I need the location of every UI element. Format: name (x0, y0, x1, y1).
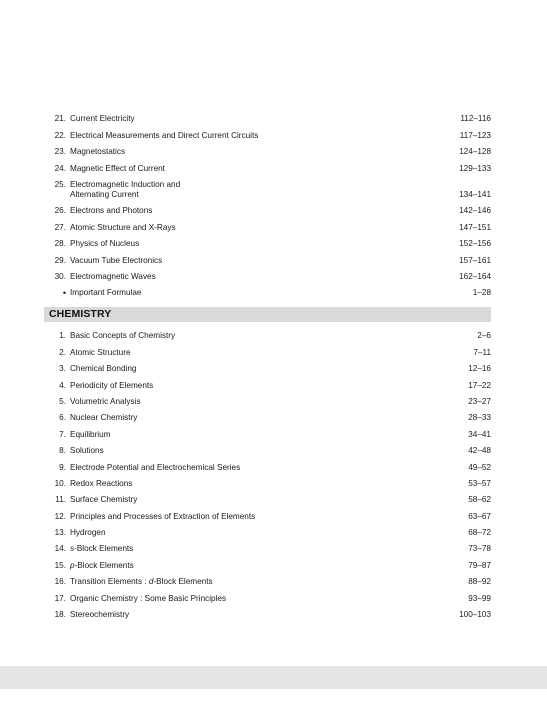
entry-pages: 63–67 (468, 511, 491, 521)
toc-row (47, 374, 491, 390)
entry-number: 1. (59, 331, 66, 341)
entry-title-text: Transition Elements : (70, 577, 149, 587)
entry-pages: 23–27 (468, 396, 491, 406)
entry-pages: 100–103 (459, 610, 491, 620)
entry-number: 28. (54, 239, 66, 249)
entry-number: 6. (59, 413, 66, 423)
entry-title: Hydrogen (70, 528, 106, 538)
entry-pages: 88–92 (468, 577, 491, 587)
toc-row (47, 216, 491, 232)
entry-pages: 2–6 (477, 331, 491, 341)
toc-row (47, 249, 491, 265)
bullet-icon: • (62, 288, 66, 299)
entry-title-line: Electromagnetic Induction and (70, 180, 181, 190)
block-letter: s (70, 544, 75, 554)
entry-title: Atomic Structure and X-Rays (70, 222, 176, 232)
toc-row (47, 440, 491, 456)
entry-number: 3. (59, 364, 66, 374)
entry-number: 13. (54, 528, 66, 538)
toc-row (47, 489, 491, 505)
entry-pages: 17–22 (468, 380, 491, 390)
entry-pages: 12–16 (468, 364, 491, 374)
toc-row (47, 282, 491, 298)
entry-title: Vacuum Tube Electronics (70, 255, 163, 265)
entry-pages: 93–99 (468, 593, 491, 603)
entry-title-text: -Block Elements (74, 544, 134, 554)
toc-row (47, 157, 491, 173)
entry-number: 5. (59, 396, 66, 406)
entry-title: Equilibrium (70, 429, 111, 439)
toc-row (47, 538, 491, 554)
entry-number: 10. (54, 478, 66, 488)
entry-title: Stereochemistry (70, 610, 130, 620)
entry-pages: 58–62 (468, 495, 491, 505)
entry-pages: 1–28 (472, 288, 491, 298)
toc-row (47, 554, 491, 570)
entry-title (70, 577, 213, 587)
toc-row (47, 407, 491, 423)
entry-pages: 7–11 (473, 347, 491, 357)
entry-pages: 162–164 (459, 272, 491, 282)
entry-pages: 112–116 (460, 114, 491, 124)
entry-title: Important Formulae (70, 288, 142, 298)
entry-title: Electrode Potential and Electrochemical Series (70, 462, 241, 472)
toc-row (47, 391, 491, 407)
toc-row (47, 174, 491, 201)
entry-pages: 124–128 (459, 147, 491, 157)
toc-row (47, 571, 491, 587)
toc-row (47, 473, 491, 489)
entry-number: 16. (54, 577, 66, 587)
entry-number: 14. (54, 544, 66, 554)
block-letter: p (70, 560, 75, 570)
entry-pages: 157–161 (459, 255, 491, 265)
entry-title: Basic Concepts of Chemistry (70, 331, 176, 341)
entry-pages: 49–52 (468, 462, 491, 472)
entry-pages: 134–141 (459, 190, 491, 200)
entry-pages: 73–78 (468, 544, 491, 554)
entry-number: 26. (54, 206, 66, 216)
entry-number: 21. (54, 114, 66, 124)
entry-title: Electrons and Photons (70, 206, 153, 216)
entry-pages: 53–57 (468, 478, 491, 488)
entry-title: Surface Chemistry (70, 495, 138, 505)
entry-title: Nuclear Chemistry (70, 413, 138, 423)
entry-title: Volumetric Analysis (70, 396, 141, 406)
toc-row (47, 423, 491, 439)
toc-row (47, 325, 491, 341)
entry-number: 2. (59, 347, 66, 357)
toc-row (47, 456, 491, 472)
entry-number: 9. (59, 462, 66, 472)
entry-number: 8. (59, 446, 66, 456)
entry-number: 27. (54, 222, 66, 232)
entry-pages: 117–123 (459, 130, 491, 140)
entry-title: Organic Chemistry : Some Basic Principles (70, 593, 227, 603)
entry-title: Solutions (70, 446, 104, 456)
entry-title-text: -Block Elements (153, 577, 213, 587)
toc-row (47, 505, 491, 521)
entry-number: 4. (59, 380, 66, 390)
toc-row (47, 266, 491, 282)
entry-number: 17. (54, 593, 66, 603)
entry-pages: 142–146 (459, 206, 491, 216)
toc-row (47, 233, 491, 249)
block-letter: d (148, 577, 154, 587)
toc-row (47, 587, 491, 603)
entry-title-text: -Block Elements (74, 560, 134, 570)
entry-number: 22. (54, 130, 66, 140)
entry-title: Periodicity of Elements (70, 380, 154, 390)
entry-pages: 152–156 (459, 239, 491, 249)
entry-number: 29. (54, 255, 66, 265)
chemistry-toc (47, 325, 491, 620)
toc-row (47, 124, 491, 140)
entry-title: Electromagnetic Waves (70, 272, 156, 282)
entry-number: 11. (55, 495, 66, 505)
entry-number: 30. (54, 272, 66, 282)
toc-row (47, 522, 491, 538)
entry-title: Magnetic Effect of Current (70, 163, 165, 173)
toc-row (47, 341, 491, 357)
entry-number: 7. (59, 429, 66, 439)
entry-title: Atomic Structure (70, 347, 131, 357)
footer-bar (0, 666, 547, 689)
entry-number: 23. (54, 147, 66, 157)
entry-pages: 28–33 (468, 413, 491, 423)
entry-number: 24. (54, 163, 66, 173)
entry-pages: 79–87 (468, 560, 491, 570)
entry-number: 18. (54, 610, 66, 620)
entry-title: Current Electricity (70, 114, 135, 124)
entry-title: Redox Reactions (70, 478, 133, 488)
entry-pages: 68–72 (468, 528, 491, 538)
entry-pages: 147–151 (459, 222, 491, 232)
section-title: CHEMISTRY (49, 308, 112, 320)
entry-title: Physics of Nucleus (70, 239, 140, 249)
entry-title-line: Alternating Current (70, 190, 139, 200)
toc-row (47, 604, 491, 620)
entry-title: Magnetostatics (70, 147, 126, 157)
entry-number: 15. (54, 560, 66, 570)
entry-title: Electrical Measurements and Direct Current Circuits (70, 130, 259, 140)
entry-title: Principles and Processes of Extraction of Elements (70, 511, 256, 521)
toc-row (47, 200, 491, 216)
entry-title (70, 561, 134, 571)
toc-row (47, 141, 491, 157)
entry-pages: 42–48 (468, 446, 491, 456)
toc-row (47, 108, 491, 124)
entry-pages: 129–133 (459, 163, 491, 173)
entry-pages: 34–41 (468, 429, 491, 439)
entry-title: Chemical Bonding (70, 364, 137, 374)
entry-number: 25. (54, 180, 66, 190)
entry-title (70, 544, 133, 554)
physics-toc (47, 108, 491, 298)
toc-row (47, 358, 491, 374)
entry-number: 12. (54, 511, 66, 521)
